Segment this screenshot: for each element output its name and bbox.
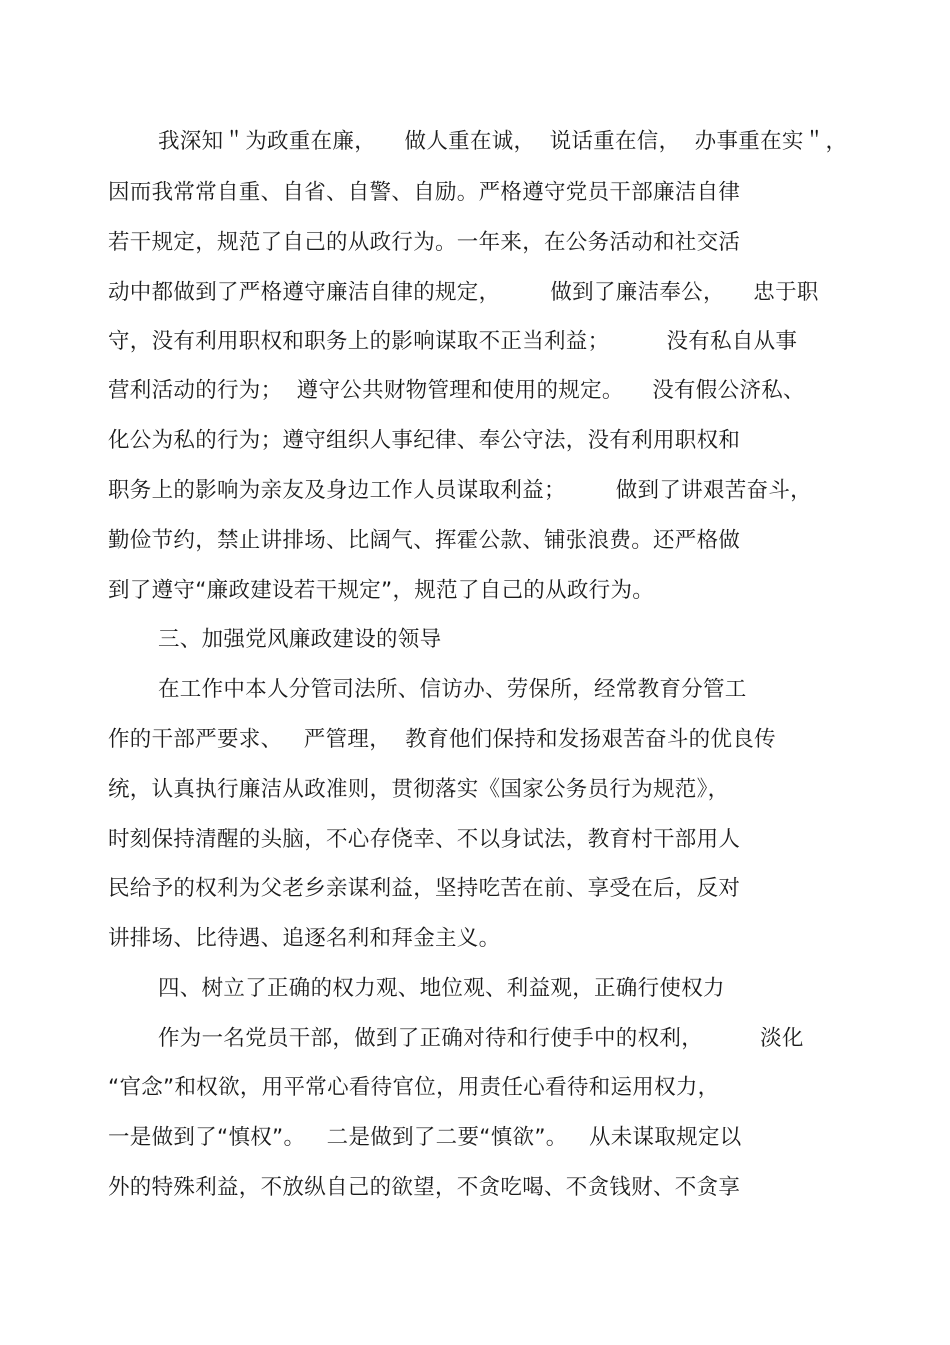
- text-line-19: 作为一名党员干部，做到了正确对待和行使手中的权利， 淡化: [158, 1026, 804, 1051]
- text-line-1: 我深知＂为政重在廉， 做人重在诚， 说话重在信， 办事重在实＂，: [158, 129, 848, 154]
- text-line-14: 统，认真执行廉洁从政准则，贯彻落实《国家公务员行为规范》，: [108, 777, 730, 802]
- text-line-2: 因而我常常自重、自省、自警、自励。严格遵守党员干部廉洁自律: [108, 180, 741, 205]
- text-line-15: 时刻保持清醒的头脑，不心存侥幸、不以身试法，教育村干部用人: [108, 827, 741, 852]
- text-line-3: 若干规定，规范了自己的从政行为。一年来，在公务活动和社交活: [108, 230, 741, 255]
- text-line-13: 作的干部严要求、 严管理， 教育他们保持和发扬艰苦奋斗的优良传: [108, 727, 776, 752]
- text-line-5: 守，没有利用职权和职务上的影响谋取不正当利益； 没有私自从事: [108, 329, 798, 354]
- text-line-7: 化公为私的行为；遵守组织人事纪律、奉公守法，没有利用职权和: [108, 428, 741, 453]
- text-line-9: 勤俭节约，禁止讲排场、比阔气、挥霍公款、铺张浪费。还严格做: [108, 528, 741, 553]
- text-line-6: 营利活动的行为； 遵守公共财物管理和使用的规定。 没有假公济私、: [108, 378, 805, 403]
- text-line-21: 一是做到了“慎权”。 二是做到了二要“慎欲”。 从未谋取规定以: [108, 1125, 742, 1150]
- text-line-16: 民给予的权利为父老乡亲谋利益，坚持吃苦在前、享受在后，反对: [108, 876, 741, 901]
- section-heading-4: 四、树立了正确的权力观、地位观、利益观，正确行使权力: [158, 976, 725, 1001]
- text-line-8: 职务上的影响为亲友及身边工作人员谋取利益； 做到了讲艰苦奋斗，: [108, 478, 812, 503]
- text-line-4: 动中都做到了严格遵守廉洁自律的规定， 做到了廉洁奉公， 忠于职: [108, 280, 819, 305]
- text-line-10: 到了遵守“廉政建设若干规定”，规范了自己的从政行为。: [108, 578, 655, 603]
- text-line-20: “官念”和权欲，用平常心看待官位，用责任心看待和运用权力，: [108, 1075, 720, 1100]
- text-line-12: 在工作中本人分管司法所、信访办、劳保所，经常教育分管工: [158, 677, 747, 702]
- text-line-17: 讲排场、比待遇、追逐名利和拜金主义。: [108, 926, 501, 951]
- text-line-22: 外的特殊利益，不放纵自己的欲望，不贪吃喝、不贪钱财、不贪享: [108, 1175, 741, 1200]
- section-heading-3: 三、加强党风廉政建设的领导: [158, 627, 442, 652]
